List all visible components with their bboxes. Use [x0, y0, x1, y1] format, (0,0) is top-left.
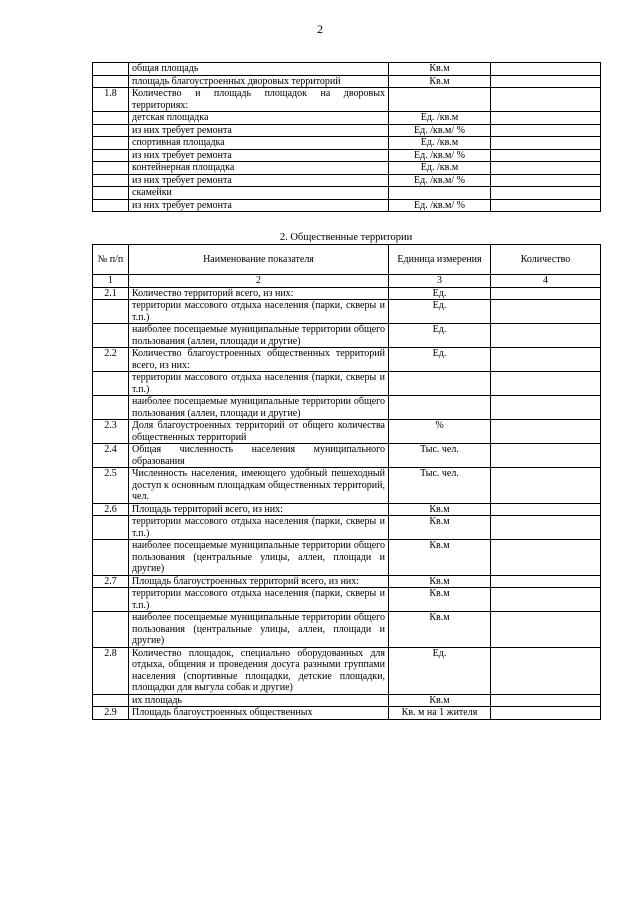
quantity-cell [491, 88, 601, 112]
section-title: 2. Общественные территории [279, 232, 413, 243]
quantity-cell [491, 287, 601, 300]
unit-of-measure [389, 396, 491, 420]
table-row [93, 187, 601, 200]
indicator-name: контейнерная площадка [129, 162, 389, 175]
table-row [93, 503, 601, 516]
table-row [93, 396, 601, 420]
column-numbers-row [93, 275, 601, 288]
indicator-name: их площадь [129, 694, 389, 707]
unit-of-measure: Кв.м [389, 75, 491, 88]
quantity-cell [491, 612, 601, 648]
unit-of-measure: Кв. м на 1 жителя [389, 707, 491, 720]
row-number: 2.1 [93, 287, 129, 300]
header-name: Наименование показателя [129, 245, 389, 275]
unit-of-measure: Ед. /кв.м [389, 162, 491, 175]
table-row [93, 287, 601, 300]
row-number [93, 137, 129, 150]
quantity-cell [491, 540, 601, 576]
indicator-name: из них требует ремонта [129, 149, 389, 162]
unit-of-measure: Кв.м [389, 63, 491, 76]
row-number [93, 694, 129, 707]
table-row [93, 112, 601, 125]
unit-of-measure: Ед. [389, 348, 491, 372]
indicator-name: Численность населения, имеющего удобный пешеходный доступ к основным площадкам общественных территорий, чел. [129, 468, 389, 504]
row-number [93, 372, 129, 396]
table-row [93, 199, 601, 212]
unit-of-measure: Кв.м [389, 540, 491, 576]
unit-of-measure: Кв.м [389, 503, 491, 516]
quantity-cell [491, 63, 601, 76]
unit-of-measure: Ед. [389, 324, 491, 348]
quantity-cell [491, 112, 601, 125]
quantity-cell [491, 420, 601, 444]
row-number [93, 75, 129, 88]
unit-of-measure: Ед. /кв.м/ % [389, 149, 491, 162]
unit-of-measure: Кв.м [389, 588, 491, 612]
quantity-cell [491, 372, 601, 396]
row-number [93, 63, 129, 76]
indicator-name: Количество территорий всего, из них: [129, 287, 389, 300]
row-number: 2.6 [93, 503, 129, 516]
unit-of-measure: Кв.м [389, 612, 491, 648]
row-number [93, 612, 129, 648]
indicator-name: скамейки [129, 187, 389, 200]
page-number: 2 [317, 22, 323, 36]
table-row [93, 348, 601, 372]
table-row [93, 575, 601, 588]
unit-of-measure: % [389, 420, 491, 444]
quantity-cell [491, 516, 601, 540]
unit-of-measure: Кв.м [389, 516, 491, 540]
quantity-cell [491, 348, 601, 372]
quantity-cell [491, 468, 601, 504]
indicator-name: Количество и площадь площадок на дворовых территориях: [129, 88, 389, 112]
quantity-cell [491, 588, 601, 612]
indicator-name: площадь благоустроенных дворовых территорий [129, 75, 389, 88]
header-num: № п/п [93, 245, 129, 275]
col-number: 1 [93, 275, 129, 288]
quantity-cell [491, 444, 601, 468]
quantity-cell [491, 647, 601, 694]
table-row [93, 540, 601, 576]
table-row [93, 707, 601, 720]
indicators-table-yard [92, 62, 601, 212]
unit-of-measure: Ед. [389, 287, 491, 300]
unit-of-measure: Ед. /кв.м/ % [389, 174, 491, 187]
unit-of-measure [389, 88, 491, 112]
indicator-name: территории массового отдыха населения (парки, скверы и т.п.) [129, 588, 389, 612]
row-number [93, 124, 129, 137]
indicator-name: общая площадь [129, 63, 389, 76]
unit-of-measure: Ед. /кв.м [389, 137, 491, 150]
table-row [93, 63, 601, 76]
row-number [93, 187, 129, 200]
indicator-name: Количество площадок, специально оборудованных для отдыха, общения и проведения досуга разными группами населения (спортивные площадки, детские площадки, площадки для выгула собак и другие) [129, 647, 389, 694]
quantity-cell [491, 503, 601, 516]
quantity-cell [491, 75, 601, 88]
table-row [93, 324, 601, 348]
quantity-cell [491, 300, 601, 324]
quantity-cell [491, 324, 601, 348]
table-row [93, 420, 601, 444]
unit-of-measure: Тыс. чел. [389, 468, 491, 504]
indicators-table-public [92, 244, 601, 720]
unit-of-measure: Ед. /кв.м [389, 112, 491, 125]
col-number: 3 [389, 275, 491, 288]
unit-of-measure [389, 372, 491, 396]
header-unit: Единица измерения [389, 245, 491, 275]
row-number [93, 112, 129, 125]
quantity-cell [491, 124, 601, 137]
indicator-name: Площадь благоустроенных территорий всего, из них: [129, 575, 389, 588]
indicator-name: Площадь территорий всего, из них: [129, 503, 389, 516]
indicator-name: наиболее посещаемые муниципальные территории общего пользования (аллеи, площади и другие) [129, 324, 389, 348]
quantity-cell [491, 694, 601, 707]
row-number [93, 199, 129, 212]
table-row [93, 88, 601, 112]
table-row [93, 647, 601, 694]
unit-of-measure [389, 187, 491, 200]
quantity-cell [491, 162, 601, 175]
row-number [93, 300, 129, 324]
indicator-name: территории массового отдыха населения (парки, скверы и т.п.) [129, 516, 389, 540]
quantity-cell [491, 199, 601, 212]
table-row [93, 694, 601, 707]
indicator-name: Общая численность населения муниципального образования [129, 444, 389, 468]
row-number: 2.2 [93, 348, 129, 372]
quantity-cell [491, 396, 601, 420]
indicator-name: наиболее посещаемые муниципальные территории общего пользования (центральные улицы, аллеи, площади и другие) [129, 540, 389, 576]
unit-of-measure: Ед. /кв.м/ % [389, 124, 491, 137]
row-number: 2.7 [93, 575, 129, 588]
row-number [93, 162, 129, 175]
row-number [93, 396, 129, 420]
header-qty: Количество [491, 245, 601, 275]
col-number: 4 [491, 275, 601, 288]
indicator-name: наиболее посещаемые муниципальные территории общего пользования (аллеи, площади и другие) [129, 396, 389, 420]
quantity-cell [491, 174, 601, 187]
table-row [93, 444, 601, 468]
table-header-row [93, 245, 601, 275]
row-number: 2.3 [93, 420, 129, 444]
row-number: 1.8 [93, 88, 129, 112]
table-row [93, 75, 601, 88]
row-number [93, 324, 129, 348]
row-number [93, 516, 129, 540]
indicator-name: Количество благоустроенных общественных территорий всего, из них: [129, 348, 389, 372]
row-number: 2.5 [93, 468, 129, 504]
table-row [93, 300, 601, 324]
row-number: 2.4 [93, 444, 129, 468]
row-number [93, 540, 129, 576]
table-row [93, 137, 601, 150]
table-row [93, 149, 601, 162]
indicator-name: территории массового отдыха населения (парки, скверы и т.п.) [129, 372, 389, 396]
indicator-name: детская площадка [129, 112, 389, 125]
quantity-cell [491, 575, 601, 588]
unit-of-measure: Ед. [389, 300, 491, 324]
unit-of-measure: Кв.м [389, 694, 491, 707]
indicator-name: из них требует ремонта [129, 199, 389, 212]
indicator-name: Доля благоустроенных территорий от общего количества общественных территорий [129, 420, 389, 444]
indicator-name: спортивная площадка [129, 137, 389, 150]
indicator-name: Площадь благоустроенных общественных [129, 707, 389, 720]
table-row [93, 612, 601, 648]
table-row [93, 162, 601, 175]
table-row [93, 174, 601, 187]
row-number [93, 588, 129, 612]
unit-of-measure: Ед. /кв.м/ % [389, 199, 491, 212]
row-number: 2.9 [93, 707, 129, 720]
indicator-name: из них требует ремонта [129, 124, 389, 137]
table-row [93, 516, 601, 540]
table-row [93, 372, 601, 396]
row-number [93, 174, 129, 187]
indicator-name: территории массового отдыха населения (парки, скверы и т.п.) [129, 300, 389, 324]
indicator-name: наиболее посещаемые муниципальные территории общего пользования (центральные улицы, аллеи, площади и другие) [129, 612, 389, 648]
row-number: 2.8 [93, 647, 129, 694]
unit-of-measure: Ед. [389, 647, 491, 694]
row-number [93, 149, 129, 162]
quantity-cell [491, 149, 601, 162]
quantity-cell [491, 137, 601, 150]
table-row [93, 124, 601, 137]
unit-of-measure: Кв.м [389, 575, 491, 588]
quantity-cell [491, 187, 601, 200]
indicator-name: из них требует ремонта [129, 174, 389, 187]
quantity-cell [491, 707, 601, 720]
table-row [93, 588, 601, 612]
table-row [93, 468, 601, 504]
unit-of-measure: Тыс. чел. [389, 444, 491, 468]
col-number: 2 [129, 275, 389, 288]
